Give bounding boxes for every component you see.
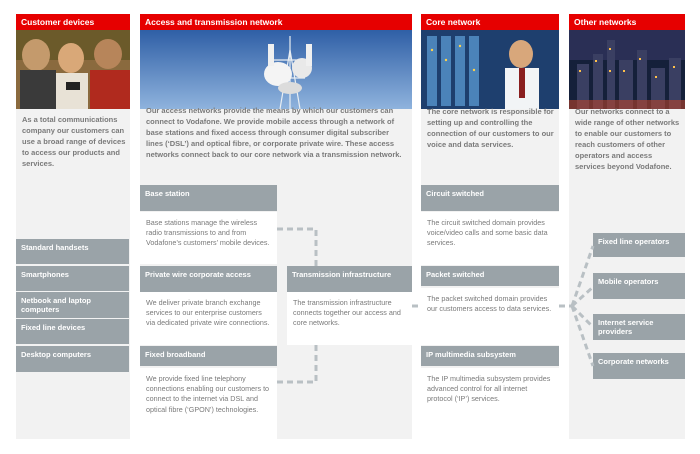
device-desktop: Desktop computers (16, 346, 129, 372)
device-fixed-line: Fixed line devices (16, 319, 129, 344)
access-network-header: Access and transmission network (140, 14, 412, 30)
fixed-broadband-label: Fixed broadband (140, 346, 277, 366)
fixed-broadband-text: We provide fixed line telephony connections enabling our customers to connect to the internet via DSL and optical fibre (‘GPON’) technologies. (140, 368, 277, 439)
core-network-header: Core network (421, 14, 559, 30)
network-internet-service-providers: Internet service providers (593, 314, 685, 340)
ims-text: The IP multimedia subsystem provides advanced control for all internet protocol (‘IP’) services. (421, 368, 559, 439)
base-station-label: Base station (140, 185, 277, 211)
device-smartphones: Smartphones (16, 266, 129, 291)
transmission-text: The transmission infrastructure connects together our access and core networks. (287, 292, 412, 345)
device-netbook-laptop: Netbook and laptop computers (16, 292, 129, 318)
network-corporate-networks: Corporate networks (593, 353, 685, 379)
packet-switched-text: The packet switched domain provides our customers access to data services. (421, 288, 559, 345)
private-wire-text: We deliver private branch exchange services to our enterprise customers via dedicated private wire connections. (140, 292, 277, 345)
network-mobile-operators: Mobile operators (593, 273, 685, 299)
customer-devices-header: Customer devices (16, 14, 130, 30)
connector-base-to-transmission (277, 229, 316, 266)
other-networks-intro: Our networks connect to a wide range of other networks to enable our customers to reach customers of other operators and access services beyond Vodafone. (575, 107, 680, 171)
network-fixed-line-operators: Fixed line operators (593, 233, 685, 257)
other-networks-header: Other networks (569, 14, 685, 30)
customer-devices-intro: As a total communications company our customers can use a broad range of devices to access our products and services. (22, 115, 126, 168)
circuit-switched-label: Circuit switched (421, 185, 559, 211)
connector-broadband-to-transmission (277, 345, 316, 382)
transmission-label: Transmission infrastructure (287, 266, 412, 292)
packet-switched-label: Packet switched (421, 266, 559, 286)
device-standard-handsets: Standard handsets (16, 239, 129, 264)
private-wire-label: Private wire corporate access (140, 266, 277, 292)
access-network-intro: Our access networks provide the means by which our customers can connect to Vodafone. We provide mobile access through a network of base stations and fixed access through consumer digital subscriber lines (‘DSL’) and optical fibre, or corporate private wire. These access networks connect back to our core network via a transmission network. (146, 106, 402, 159)
ims-label: IP multimedia subsystem (421, 346, 559, 366)
core-network-intro: The core network is responsible for setting up and controlling the connection of our customers to our voice and data services. (427, 107, 554, 149)
circuit-switched-text: The circuit switched domain provides voice/video calls and some basic data services. (421, 212, 559, 265)
base-station-text: Base stations manage the wireless radio transmissions to and from Vodafone’s customers’ mobile devices. (140, 212, 277, 264)
